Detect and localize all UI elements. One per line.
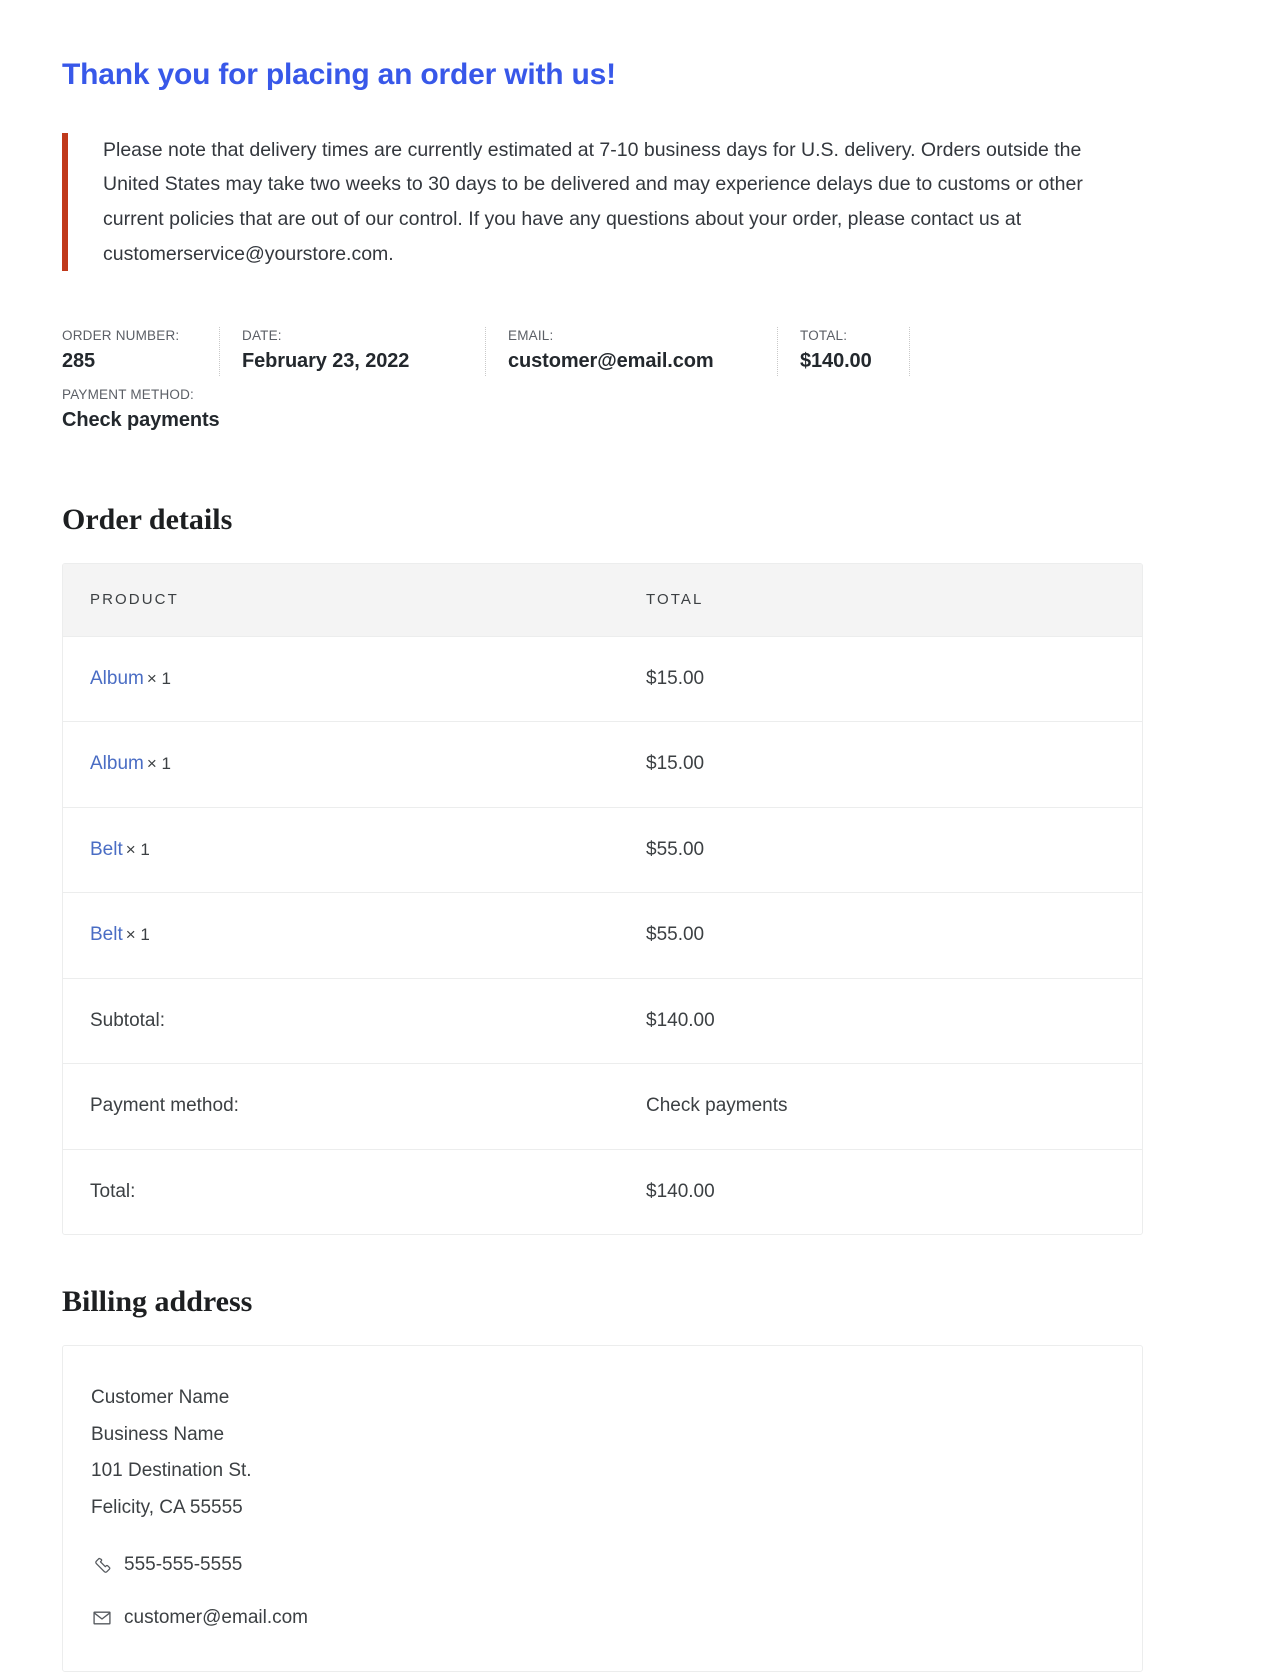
- phone-icon: [91, 1554, 113, 1576]
- billing-address-box: [62, 1345, 1143, 1672]
- product-quantity: × 1: [146, 668, 171, 688]
- billing-phone-value[interactable]: 555-555-5555: [124, 1553, 243, 1575]
- order-summary-strip: [62, 327, 962, 439]
- address-line: Customer Name: [91, 1387, 230, 1409]
- meta-payment-method-label: PAYMENT METHOD:: [62, 387, 195, 403]
- content-container: [62, 0, 1210, 1672]
- column-header-total: TOTAL: [646, 564, 1142, 636]
- meta-order-number-value: 285: [62, 350, 96, 373]
- order-table-head: [63, 564, 1142, 636]
- meta-order-number: [62, 327, 220, 376]
- summary-label: Total:: [90, 1180, 136, 1202]
- table-row: [63, 893, 1142, 979]
- billing-phone-row: [91, 1552, 1114, 1579]
- delivery-notice: [62, 133, 1092, 272]
- delivery-notice-text: Please note that delivery times are currently estimated at 7-10 business days for U.S. delivery. Orders outside the United States may take two weeks to 30 days to be delivered and may experience delays due to customs or other current policies that are out of our control. If you have any questions about your order, please contact us at customerservice@yourstore.com.: [103, 138, 1083, 265]
- product-link[interactable]: Belt: [90, 838, 123, 860]
- summary-label: Payment method:: [90, 1095, 239, 1117]
- meta-payment-method-value: Check payments: [62, 409, 220, 432]
- order-table-body: [63, 636, 1142, 1234]
- cell-total: $15.00: [646, 667, 705, 689]
- table-header-row: [63, 564, 1142, 636]
- meta-total-value: $140.00: [800, 350, 872, 373]
- product-link[interactable]: Album: [90, 753, 144, 775]
- meta-order-number-label: ORDER NUMBER:: [62, 328, 180, 344]
- product-link[interactable]: Album: [90, 667, 144, 689]
- billing-address-lines: [91, 1380, 1114, 1526]
- meta-email-label: EMAIL:: [508, 328, 554, 344]
- summary-value: $140.00: [646, 1009, 715, 1031]
- envelope-icon: [91, 1607, 113, 1629]
- order-details-heading: Order details: [62, 503, 233, 537]
- table-row: [63, 807, 1142, 893]
- cell-product: [63, 893, 646, 979]
- meta-total: [800, 327, 910, 376]
- summary-label: Subtotal:: [90, 1009, 165, 1031]
- product-quantity: × 1: [146, 754, 171, 774]
- cell-product: [63, 722, 646, 808]
- summary-value: Check payments: [646, 1095, 788, 1117]
- meta-date-value: February 23, 2022: [242, 350, 410, 373]
- billing-email-value[interactable]: customer@email.com: [124, 1606, 308, 1628]
- table-summary-row: [63, 1149, 1142, 1234]
- order-details-table-container: [62, 563, 1143, 1235]
- cell-product: [63, 636, 646, 722]
- column-header-product: PRODUCT: [63, 564, 646, 636]
- meta-date: [242, 327, 486, 376]
- product-quantity: × 1: [125, 839, 150, 859]
- cell-total: $15.00: [646, 753, 705, 775]
- summary-value: $140.00: [646, 1180, 715, 1202]
- order-details-table: [63, 564, 1142, 1234]
- table-row: [63, 722, 1142, 808]
- billing-email-row: [91, 1605, 1114, 1632]
- cell-total: $55.00: [646, 838, 705, 860]
- meta-email: [508, 327, 778, 376]
- address-line: Business Name: [91, 1423, 225, 1445]
- address-line: Felicity, CA 55555: [91, 1496, 243, 1518]
- page-title: Thank you for placing an order with us!: [62, 58, 616, 91]
- meta-email-value: customer@email.com: [508, 350, 714, 373]
- cell-total: $55.00: [646, 924, 705, 946]
- address-line: 101 Destination St.: [91, 1460, 252, 1482]
- table-summary-row: [63, 1064, 1142, 1150]
- cell-product: [63, 807, 646, 893]
- billing-address-heading: Billing address: [62, 1285, 253, 1319]
- product-link[interactable]: Belt: [90, 924, 123, 946]
- meta-date-label: DATE:: [242, 328, 282, 344]
- table-row: [63, 636, 1142, 722]
- meta-payment-method: [62, 386, 962, 435]
- meta-total-label: TOTAL:: [800, 328, 848, 344]
- table-summary-row: [63, 978, 1142, 1064]
- product-quantity: × 1: [125, 925, 150, 945]
